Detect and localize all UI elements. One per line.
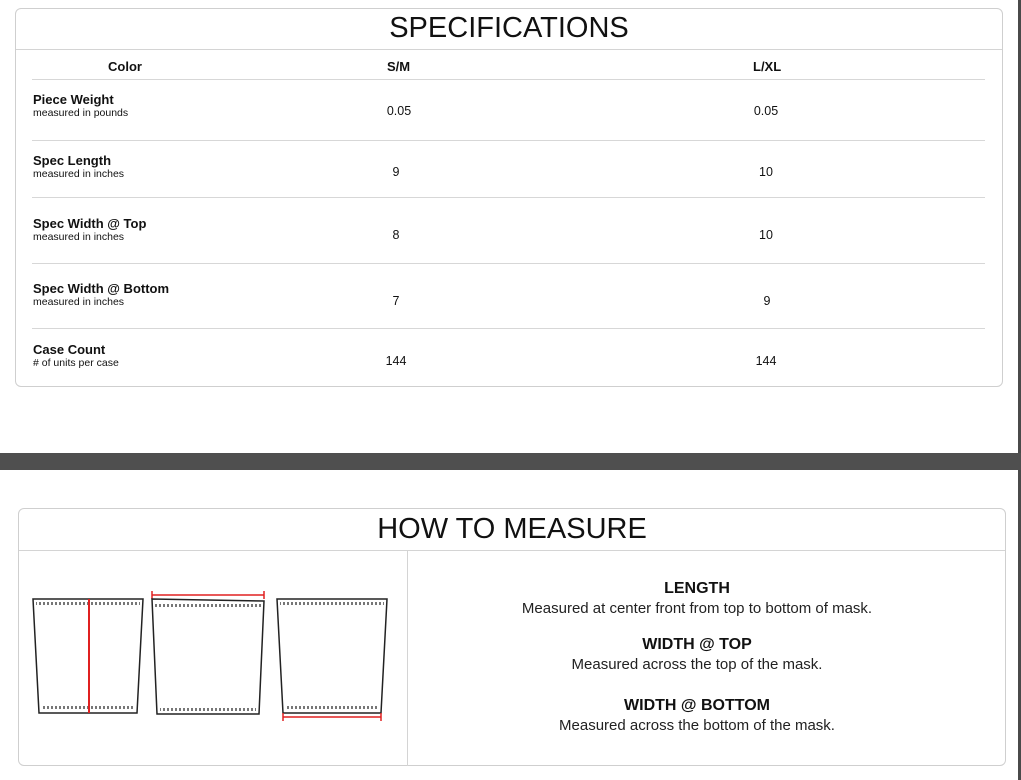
cell-lxl: 144 [755, 354, 777, 368]
spec-unit: measured in inches [33, 296, 125, 308]
spec-row-width-bottom [33, 281, 169, 309]
row-divider [32, 140, 985, 141]
measure-length [409, 579, 985, 618]
cell-lxl: 9 [763, 294, 771, 308]
spec-row-length [33, 153, 124, 181]
header-sm: S/M [387, 59, 411, 74]
how-to-measure-card [18, 508, 1006, 766]
spec-name: Spec Width @ Bottom [33, 281, 170, 296]
cell-sm: 8 [392, 228, 400, 242]
spec-unit: measured in inches [33, 168, 125, 180]
measure-width-top [409, 635, 985, 674]
spec-unit: # of units per case [33, 357, 119, 369]
page-separator [0, 453, 1021, 470]
mask-diagrams [19, 551, 407, 766]
cell-lxl: 0.05 [753, 104, 779, 118]
cell-sm: 9 [392, 165, 400, 179]
spec-name: Spec Width @ Top [33, 216, 147, 231]
row-divider [32, 79, 985, 80]
measure-text: Measured across the top of the mask. [571, 656, 823, 673]
cell-sm: 7 [392, 294, 400, 308]
cell-lxl: 10 [759, 165, 773, 179]
measure-width-bottom [409, 696, 985, 735]
mask-width-top-diagram-icon [152, 591, 264, 714]
specifications-card [15, 8, 1003, 387]
title-divider [16, 49, 1002, 50]
measure-heading: WIDTH @ TOP [642, 636, 752, 653]
cell-sm: 0.05 [386, 104, 412, 118]
spec-row-width-top [33, 216, 146, 244]
cell-sm: 144 [385, 354, 407, 368]
spec-name: Case Count [33, 342, 106, 357]
mask-width-bottom-diagram-icon [277, 599, 387, 721]
measure-heading: WIDTH @ BOTTOM [624, 697, 770, 714]
spec-name: Spec Length [33, 153, 112, 168]
measure-text: Measured across the bottom of the mask. [559, 717, 835, 734]
spec-row-case-count [33, 342, 119, 370]
mask-length-diagram-icon [33, 599, 143, 713]
how-to-measure-title: HOW TO MEASURE [377, 513, 647, 545]
measure-heading: LENGTH [664, 580, 730, 597]
row-divider [32, 263, 985, 264]
spec-name: Piece Weight [33, 92, 114, 107]
row-divider [32, 328, 985, 329]
measure-text: Measured at center front from top to bottom of mask. [521, 600, 873, 617]
header-color: Color [108, 59, 142, 74]
specifications-title: SPECIFICATIONS [389, 12, 629, 44]
cell-lxl: 10 [759, 228, 773, 242]
spec-unit: measured in inches [33, 231, 125, 243]
header-lxl: L/XL [753, 59, 782, 74]
spec-row-piece-weight [33, 92, 128, 120]
spec-unit: measured in pounds [33, 107, 129, 119]
row-divider [32, 197, 985, 198]
column-divider [407, 551, 408, 766]
